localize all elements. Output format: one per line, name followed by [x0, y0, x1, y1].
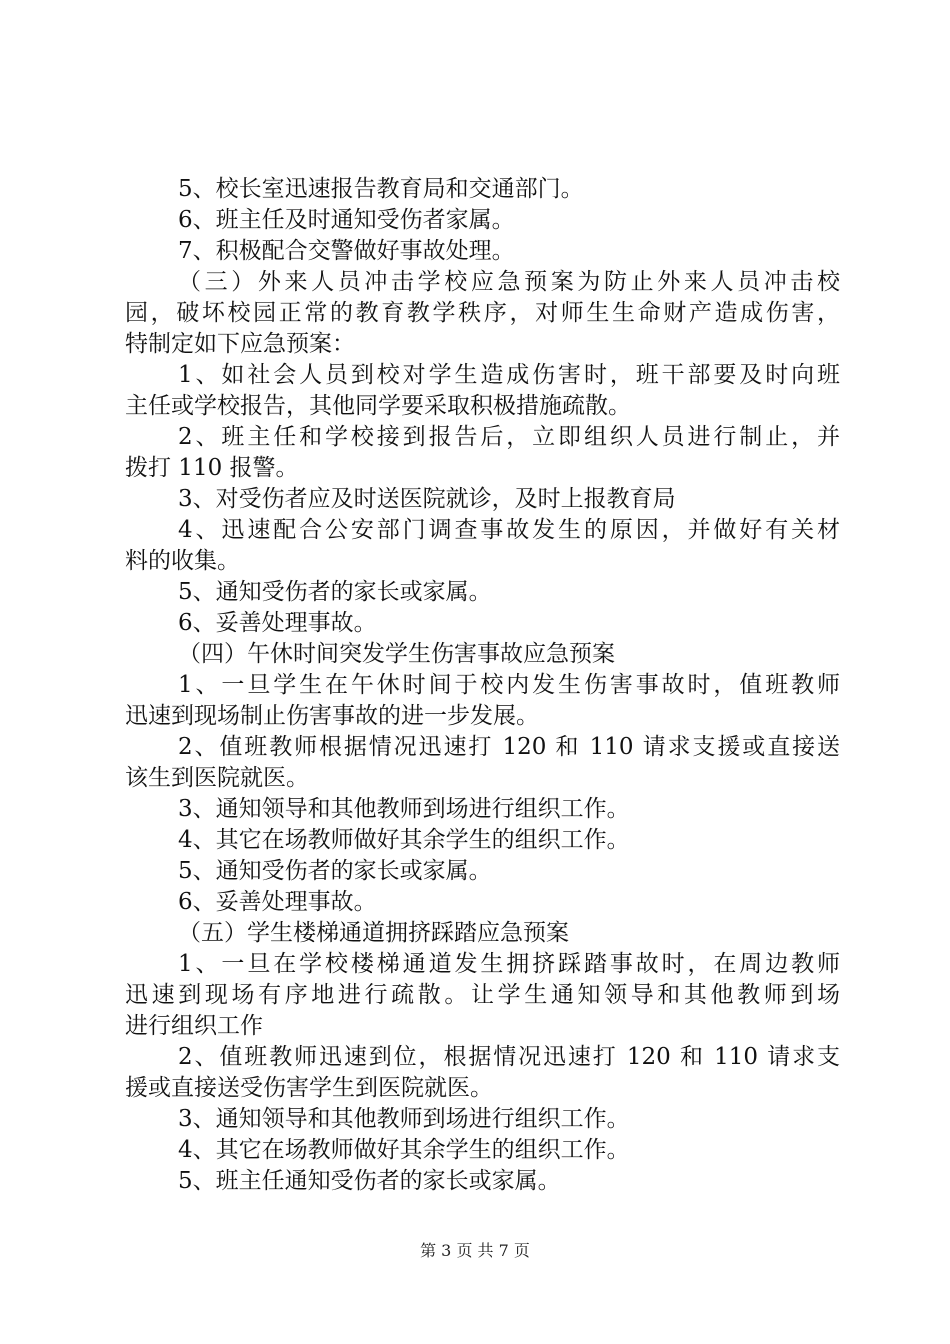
text-line: 4、其它在场教师做好其余学生的组织工作。: [178, 827, 630, 853]
text-line: 5、通知受伤者的家长或家属。: [178, 579, 492, 605]
text-line: 6、妥善处理事故。: [178, 610, 377, 636]
text-line: 5、班主任通知受伤者的家长或家属。: [178, 1168, 561, 1194]
text-line: 2、值班教师根据情况迅速打 120 和 110 请求支援或直接送: [178, 734, 840, 760]
text-line: 1、一旦在学校楼梯通道发生拥挤踩踏事故时，在周边教师: [178, 951, 840, 977]
text-line: （三）外来人员冲击学校应急预案为防止外来人员冲击校: [178, 269, 840, 295]
text-line: 园，破坏校园正常的教育教学秩序，对师生生命财产造成伤害，: [125, 300, 840, 326]
text-line: 该生到医院就医。: [125, 765, 309, 791]
text-line: 进行组织工作: [125, 1013, 263, 1039]
text-line: （四）午休时间突发学生伤害事故应急预案: [178, 641, 615, 667]
text-line: 主任或学校报告，其他同学要采取积极措施疏散。: [125, 393, 631, 419]
text-line: 1、如社会人员到校对学生造成伤害时，班干部要及时向班: [178, 362, 840, 388]
text-line: 2、班主任和学校接到报告后，立即组织人员进行制止，并: [178, 424, 840, 450]
text-line: 6、妥善处理事故。: [178, 889, 377, 915]
page-footer: 第 3 页 共 7 页: [420, 1241, 530, 1260]
text-line: 迅速到现场制止伤害事故的进一步发展。: [125, 703, 539, 729]
text-line: 迅速到现场有序地进行疏散。让学生通知领导和其他教师到场: [125, 982, 840, 1008]
text-line: 料的收集。: [125, 548, 240, 574]
text-line: 4、迅速配合公安部门调查事故发生的原因，并做好有关材: [178, 517, 840, 543]
text-line: （五）学生楼梯通道拥挤踩踏应急预案: [178, 920, 569, 946]
text-line: 3、对受伤者应及时送医院就诊，及时上报教育局: [178, 486, 676, 512]
text-line: 7、积极配合交警做好事故处理。: [178, 238, 515, 264]
text-line: 3、通知领导和其他教师到场进行组织工作。: [178, 796, 630, 822]
text-line: 援或直接送受伤害学生到医院就医。: [125, 1075, 493, 1101]
text-line: 6、班主任及时通知受伤者家属。: [178, 207, 515, 233]
text-line: 拨打 110 报警。: [125, 455, 299, 481]
text-line: 2、值班教师迅速到位，根据情况迅速打 120 和 110 请求支: [178, 1044, 840, 1070]
document-body: [125, 174, 840, 1197]
text-line: 1、一旦学生在午休时间于校内发生伤害事故时，值班教师: [178, 672, 840, 698]
text-line: 特制定如下应急预案：: [125, 331, 355, 357]
text-line: 5、校长室迅速报告教育局和交通部门。: [178, 176, 584, 202]
text-line: 3、通知领导和其他教师到场进行组织工作。: [178, 1106, 630, 1132]
text-line: 5、通知受伤者的家长或家属。: [178, 858, 492, 884]
text-line: 4、其它在场教师做好其余学生的组织工作。: [178, 1137, 630, 1163]
